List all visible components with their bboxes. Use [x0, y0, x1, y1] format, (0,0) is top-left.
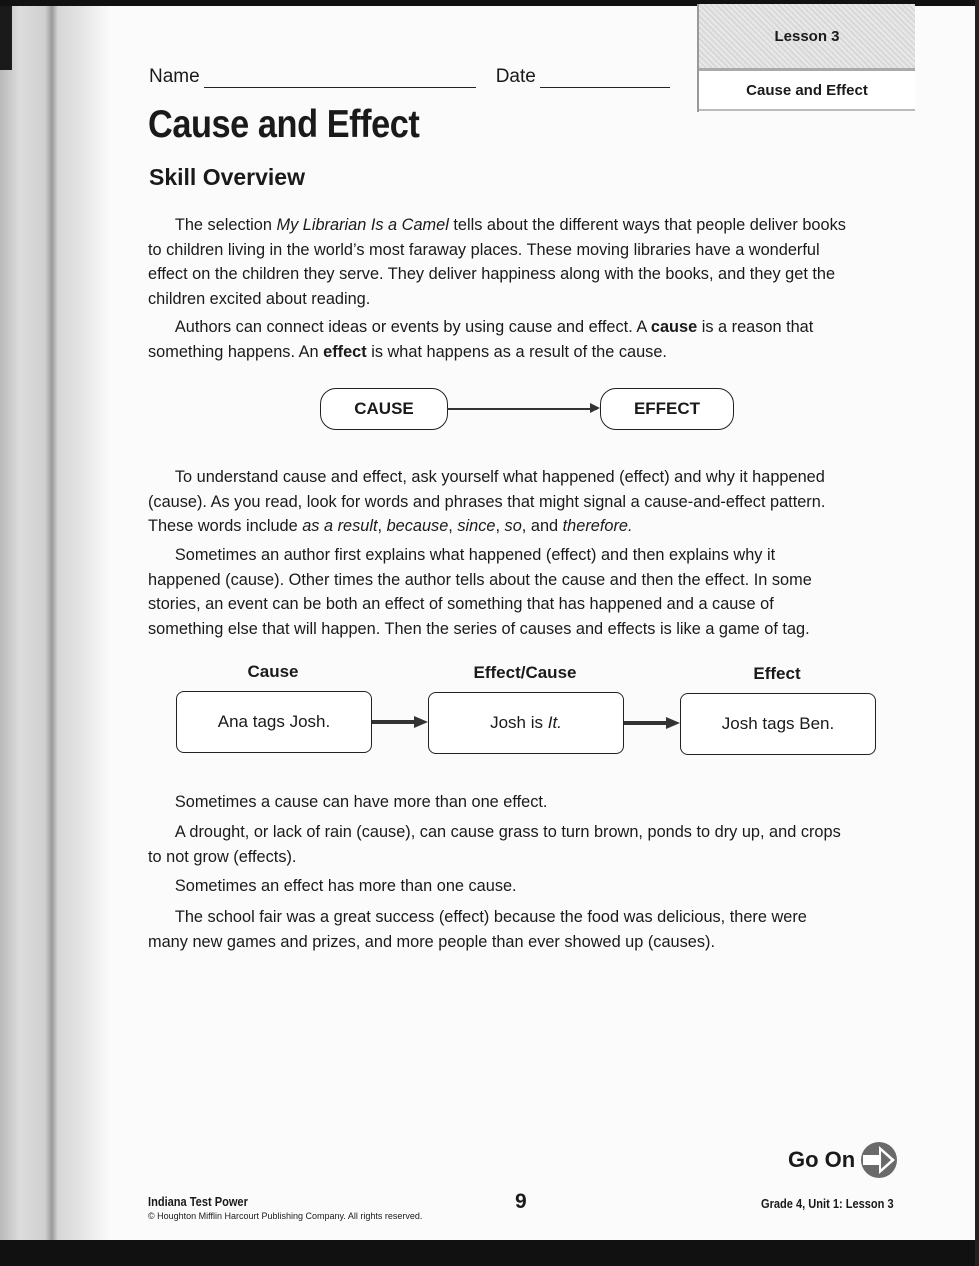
book-binding-curl — [0, 0, 110, 1240]
chain-arrow-1 — [372, 720, 416, 724]
cause-pill: CAUSE — [320, 388, 448, 430]
paragraph-signal-words: To understand cause and effect, ask yourself what happened (effect) and why it happened (cause). As you read, look for words and phrases that might signal a cause-and-effect pattern. These words include as a result, because, since, so, and therefore. — [148, 467, 826, 535]
book-series-title: Indiana Test Power — [148, 1194, 248, 1209]
arrow-right-icon — [414, 716, 428, 728]
footer-left — [148, 1194, 422, 1221]
chain-label-cause: Cause — [247, 662, 299, 681]
chain-label-effect-cause: Effect/Cause — [473, 663, 577, 682]
lesson-label: Lesson 3 — [774, 27, 840, 45]
scan-edge-right — [975, 0, 979, 1266]
copyright-notice: © Houghton Mifflin Harcourt Publishing Company. All rights reserved. — [148, 1211, 423, 1221]
effect-pill: EFFECT — [600, 388, 734, 430]
page-title: Cause and Effect — [148, 103, 420, 146]
chain-label-effect: Effect — [753, 664, 801, 683]
lesson-tab — [697, 4, 915, 112]
chain-box-effect-cause: Josh is It. — [428, 692, 624, 754]
arrow-right-icon — [590, 403, 600, 413]
chain-box-cause: Ana tags Josh. — [176, 691, 372, 753]
name-field-line[interactable] — [204, 69, 476, 88]
arrow-right-icon — [666, 717, 680, 729]
scan-shadow — [0, 0, 12, 70]
paragraph-intro: The selection My Librarian Is a Camel tells about the different ways that people deliver books to children living in the world’s most faraway places. These moving libraries have a wonderful effect on the children they serve. They deliver happiness along with the books, and they get the children excited about reading. — [148, 215, 846, 308]
chain-arrow-2 — [624, 721, 668, 725]
go-on-indicator — [788, 1140, 899, 1180]
paragraph-fair-example: The school fair was a great success (effect) because the food was delicious, there were many new games and prizes, and more people than ever showed up (causes). — [148, 907, 807, 951]
page-number: 9 — [515, 1190, 527, 1213]
name-label: Name — [149, 66, 200, 87]
arrow-line — [447, 408, 597, 410]
lesson-topic: Cause and Effect — [746, 81, 868, 99]
paragraph-definition: Authors can connect ideas or events by using cause and effect. A cause is a reason that something happens. An effect is what happens as a result of the cause. — [148, 317, 814, 361]
lesson-reference: Grade 4, Unit 1: Lesson 3 — [761, 1196, 894, 1211]
date-label: Date — [495, 66, 536, 87]
paragraph-multi-effect: Sometimes a cause can have more than one effect. — [174, 792, 548, 811]
go-on-label: Go On — [788, 1147, 856, 1172]
paragraph-drought-example: A drought, or lack of rain (cause), can cause grass to turn brown, ponds to dry up, and crops to not grow (effects). — [148, 822, 841, 866]
chain-box-effect: Josh tags Ben. — [680, 693, 876, 755]
section-heading: Skill Overview — [149, 164, 305, 190]
name-date-row — [149, 66, 670, 88]
arrow-circle-right-icon — [859, 1140, 899, 1180]
book-title: My Librarian Is a Camel — [276, 215, 449, 234]
paragraph-order: Sometimes an author first explains what happened (effect) and then explains why it happened (cause). Other times the author tells about the cause and then the effect. In some stories, an event can be both an effect of something that has happened and a cause of something else that will happen. Then the series of causes and effects is like a game of tag. — [148, 545, 812, 638]
paragraph-multi-cause: Sometimes an effect has more than one cause. — [174, 876, 517, 895]
date-field-line[interactable] — [540, 69, 670, 88]
scan-edge-bottom — [0, 1240, 979, 1266]
